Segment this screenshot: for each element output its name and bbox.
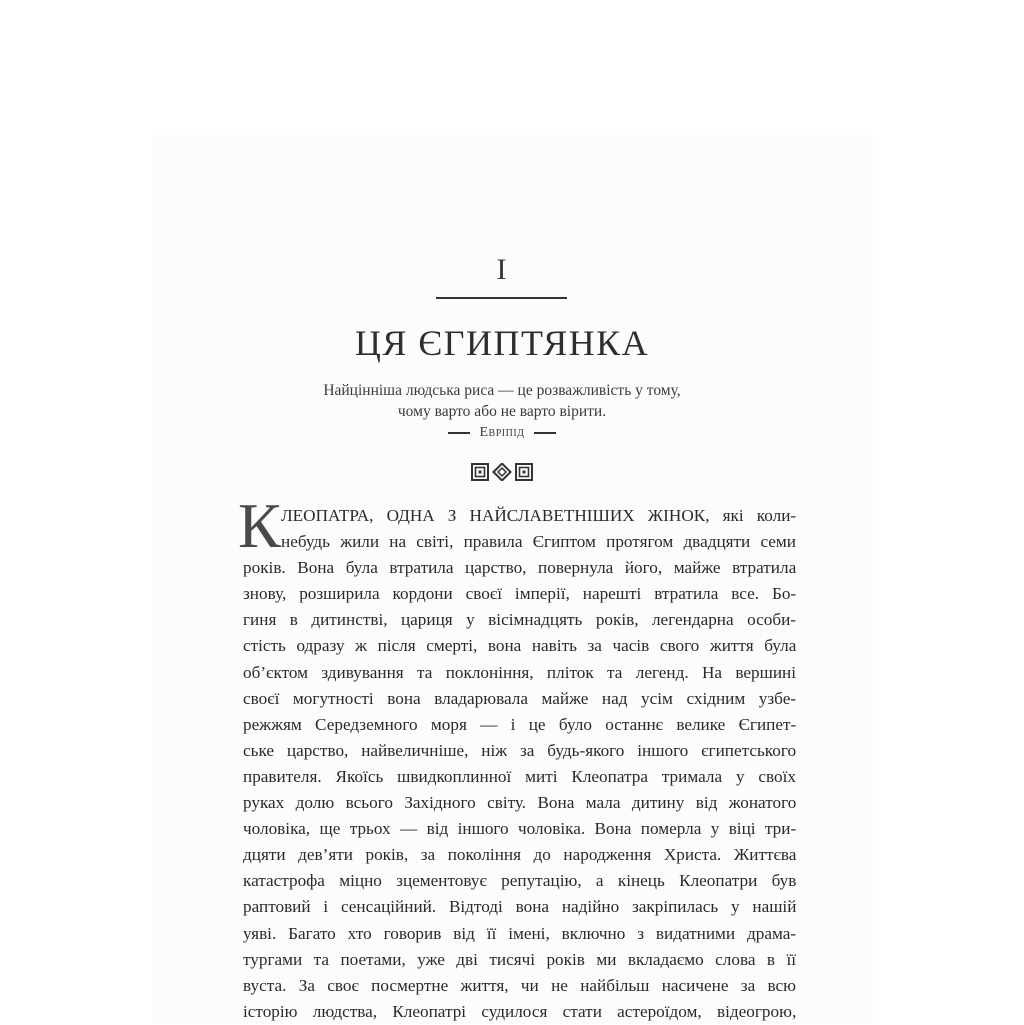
body-line: тургами та поетами, уже дві тисячі років ми вкладаємо слова в її [243,949,796,969]
body-line: правителя. Якоїсь швидкоплинної миті Клеопатра тримала у своїх [243,766,796,786]
epigraph-attribution [0,425,1004,441]
body-line: дцяти дев’яти років, за покоління до народження Христа. Життєва [243,845,797,865]
body-line: раптовий і сенсаційний. Відтоді вона надійно закріпилась у нашій [243,897,797,917]
body-line: ЛЕОПАТРА, ОДНА З НАЙСЛАВЕТНІШИХ ЖІНОК, які коли- [281,506,797,525]
epigraph-line: чому варто або не варто вірити. [397,403,607,420]
epigraph-author: Евріпід [479,425,525,440]
body-line: ське царство, найвеличніше, ніж за будь-якого іншого єгипетського [243,740,797,760]
body-line: стість одразу ж після смерті, вона навіть за часів свого життя була [243,636,797,656]
body-line: катастрофа міцно зцементовує репутацію, а кінець Клеопатри був [243,871,797,891]
body-line: небудь жили на світі, правила Єгиптом протягом двадцяти семи [281,532,796,552]
body-line: вуста. За своє посмертне життя, чи не найбільш насичене за всю [243,975,796,995]
chapter-number: I [496,253,508,286]
body-line: гиня в дитинстві, цариця у вісімнадцять років, легендарна особи- [243,610,796,630]
chapter-divider-rule [436,297,567,299]
body-line: об’єктом здивування та поклоніння, пліток та легенд. На вершині [243,662,796,682]
square-spiral-icon [472,464,488,480]
epigraph-line: Найцінніша людська риса — це розважливість у тому, [323,382,681,399]
diamond-icon [494,464,511,481]
em-dash-rule [534,432,556,434]
body-paragraph [243,503,796,1025]
body-line: руках долю всього Західного світу. Вона мала дитину від жонатого [243,793,797,813]
chapter-title: ЦЯ ЄГИПТЯНКА [354,323,650,363]
body-line: років. Вона була втратила царство, повернула його, майже втратила [243,558,797,578]
body-line: уяві. Багато хто говорив від її імені, включно з видатними драма- [243,923,797,943]
body-line: режжям Середземного моря — і це було останнє велике Єгипет- [243,714,797,734]
body-line: своєї могутності вона владарювала майже над усім східним узбе- [243,688,797,708]
square-spiral-icon [516,464,532,480]
drop-cap: К [238,490,281,561]
section-ornament [471,463,533,481]
body-line: історію людства, Клеопатрі судилося стати астероїдом, відеогрою, [243,1001,797,1021]
body-line: знову, розширила кордони своєї імперії, нарешті втратила все. Бо- [243,584,797,604]
em-dash-rule [448,432,470,434]
body-line: чоловіка, ще трьох — від іншого чоловіка. Вона померла у віці три- [243,819,797,839]
epigraph [0,380,1004,422]
